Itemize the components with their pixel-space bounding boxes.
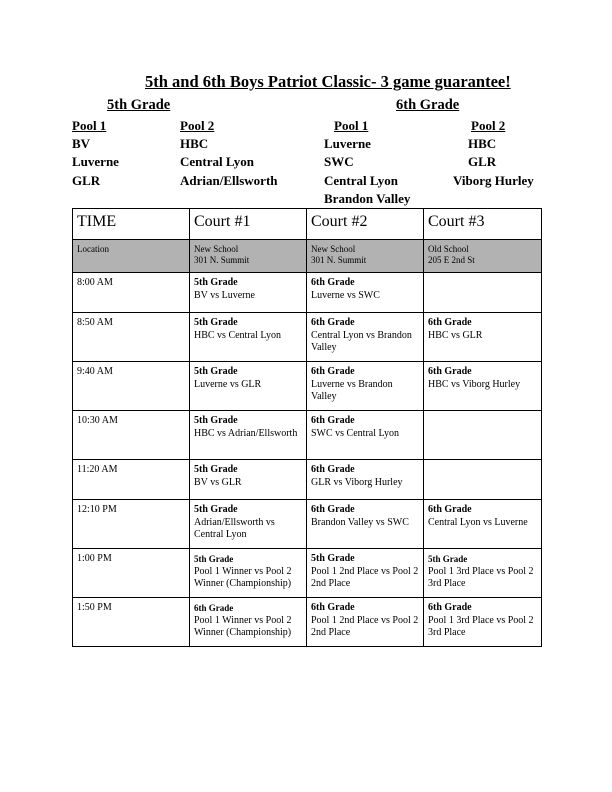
grade-6-pool-2-team: HBC	[468, 136, 497, 151]
game-matchup: Pool 1 Winner vs Pool 2 Winner (Championship)	[194, 565, 292, 589]
game-matchup: Pool 1 3rd Place vs Pool 2 3rd Place	[428, 614, 534, 638]
game-cell	[190, 500, 307, 549]
time-cell: 10:30 AM	[73, 411, 190, 460]
game-matchup: HBC vs GLR	[428, 329, 483, 341]
grade-6-pool-2-team: GLR	[468, 154, 497, 169]
game-grade: 5th Grade	[194, 504, 238, 515]
grade-5-pool-1-team: GLR	[72, 173, 101, 188]
game-cell	[307, 313, 424, 362]
game-matchup: Pool 1 2nd Place vs Pool 2 2nd Place	[311, 614, 419, 638]
game-grade: 5th Grade	[194, 366, 238, 377]
schedule-table	[72, 208, 542, 647]
game-cell	[307, 598, 424, 647]
page-title: 5th and 6th Boys Patriot Classic- 3 game guarantee!	[145, 72, 511, 91]
game-matchup: Pool 1 Winner vs Pool 2 Winner (Championship)	[194, 614, 292, 638]
game-matchup: Brandon Valley vs SWC	[311, 516, 409, 528]
grade-6-pool-1-team: Brandon Valley	[324, 191, 411, 206]
location-name: New School	[311, 244, 356, 254]
header-time: TIME	[73, 209, 190, 240]
grade-5-pool-2-heading: Pool 2	[180, 118, 215, 133]
game-grade: 6th Grade	[311, 504, 355, 515]
game-grade: 5th Grade	[194, 317, 238, 328]
game-matchup: HBC vs Viborg Hurley	[428, 378, 521, 390]
game-matchup: Luverne vs SWC	[311, 289, 380, 301]
game-grade: 6th Grade	[428, 504, 472, 515]
game-cell	[424, 598, 542, 647]
header-court-3: Court #3	[424, 209, 542, 240]
header-court-2: Court #2	[307, 209, 424, 240]
location-court-2	[307, 240, 424, 273]
grade-6-pool-1-team: Central Lyon	[324, 173, 399, 188]
table-row	[73, 500, 542, 549]
table-row	[73, 411, 542, 460]
table-row	[73, 549, 542, 598]
game-cell	[307, 362, 424, 411]
grade-5-pool-1-team: BV	[72, 136, 91, 151]
game-cell	[190, 460, 307, 500]
grade-6-pool-2-team: Viborg Hurley	[453, 173, 534, 188]
game-grade: 6th Grade	[311, 464, 355, 475]
game-grade: 6th Grade	[311, 366, 355, 377]
table-row	[73, 313, 542, 362]
header-row	[73, 209, 542, 240]
grade-6-pool-2-heading: Pool 2	[471, 118, 506, 133]
time-cell: 8:00 AM	[73, 273, 190, 313]
game-matchup: Adrian/Ellsworth vs Central Lyon	[194, 516, 275, 540]
time-cell: 9:40 AM	[73, 362, 190, 411]
grade-6-heading: 6th Grade	[396, 97, 460, 113]
game-grade: 5th Grade	[428, 554, 468, 564]
game-matchup: HBC vs Adrian/Ellsworth	[194, 427, 298, 439]
location-row	[73, 240, 542, 273]
game-cell	[190, 273, 307, 313]
game-cell	[424, 500, 542, 549]
game-cell	[424, 411, 542, 460]
game-grade: 5th Grade	[194, 415, 238, 426]
game-cell	[424, 460, 542, 500]
game-matchup: Pool 1 2nd Place vs Pool 2 2nd Place	[311, 565, 419, 589]
grade-6-pool-1-heading: Pool 1	[334, 118, 369, 133]
game-cell	[424, 313, 542, 362]
location-court-1	[190, 240, 307, 273]
time-cell: 12:10 PM	[73, 500, 190, 549]
grade-5-pool-1-heading: Pool 1	[72, 118, 107, 133]
game-matchup: GLR vs Viborg Hurley	[311, 476, 403, 488]
game-matchup: HBC vs Central Lyon	[194, 329, 281, 341]
location-address: 205 E 2nd St	[428, 255, 475, 265]
game-cell	[307, 549, 424, 598]
game-cell	[307, 411, 424, 460]
game-grade: 6th Grade	[428, 602, 472, 613]
game-cell	[424, 273, 542, 313]
game-cell	[190, 411, 307, 460]
game-cell	[190, 598, 307, 647]
time-cell: 11:20 AM	[73, 460, 190, 500]
table-row	[73, 273, 542, 313]
game-matchup: Luverne vs Brandon Valley	[311, 378, 393, 402]
header-court-1: Court #1	[190, 209, 307, 240]
game-grade: 6th Grade	[428, 317, 472, 328]
table-row	[73, 460, 542, 500]
game-cell	[307, 500, 424, 549]
grade-5-pool-1-team: Luverne	[72, 154, 119, 169]
game-cell	[307, 273, 424, 313]
game-matchup: Pool 1 3rd Place vs Pool 2 3rd Place	[428, 565, 534, 589]
game-grade: 6th Grade	[428, 366, 472, 377]
game-grade: 5th Grade	[194, 554, 234, 564]
grade-5-heading: 5th Grade	[107, 97, 171, 113]
time-cell: 8:50 AM	[73, 313, 190, 362]
location-address: 301 N. Summit	[194, 255, 250, 265]
grade-5-pool-2-team: Adrian/Ellsworth	[180, 173, 278, 188]
grade-5-pool-2-team: HBC	[180, 136, 209, 151]
game-grade: 5th Grade	[194, 464, 238, 475]
grade-6-pool-1-team: Luverne	[324, 136, 371, 151]
game-grade: 6th Grade	[311, 317, 355, 328]
location-label: Location	[73, 240, 190, 273]
game-cell	[190, 362, 307, 411]
game-grade: 6th Grade	[311, 277, 355, 288]
game-matchup: Central Lyon vs Brandon Valley	[311, 329, 412, 353]
game-grade: 5th Grade	[311, 553, 355, 564]
game-grade: 6th Grade	[311, 415, 355, 426]
game-matchup: Central Lyon vs Luverne	[428, 516, 528, 528]
game-cell	[424, 362, 542, 411]
table-row	[73, 362, 542, 411]
game-cell	[424, 549, 542, 598]
time-cell: 1:50 PM	[73, 598, 190, 647]
location-name: New School	[194, 244, 239, 254]
game-matchup: BV vs GLR	[194, 476, 242, 488]
table-row	[73, 598, 542, 647]
grade-5-pool-2-team: Central Lyon	[180, 154, 255, 169]
game-cell	[190, 313, 307, 362]
game-cell	[190, 549, 307, 598]
game-grade: 5th Grade	[194, 277, 238, 288]
game-grade: 6th Grade	[194, 603, 234, 613]
location-address: 301 N. Summit	[311, 255, 367, 265]
location-court-3	[424, 240, 542, 273]
grade-6-pool-1-team: SWC	[324, 154, 354, 169]
location-name: Old School	[428, 244, 469, 254]
game-matchup: Luverne vs GLR	[194, 378, 262, 390]
game-grade: 6th Grade	[311, 602, 355, 613]
game-cell	[307, 460, 424, 500]
game-matchup: SWC vs Central Lyon	[311, 427, 400, 439]
time-cell: 1:00 PM	[73, 549, 190, 598]
game-matchup: BV vs Luverne	[194, 289, 255, 301]
